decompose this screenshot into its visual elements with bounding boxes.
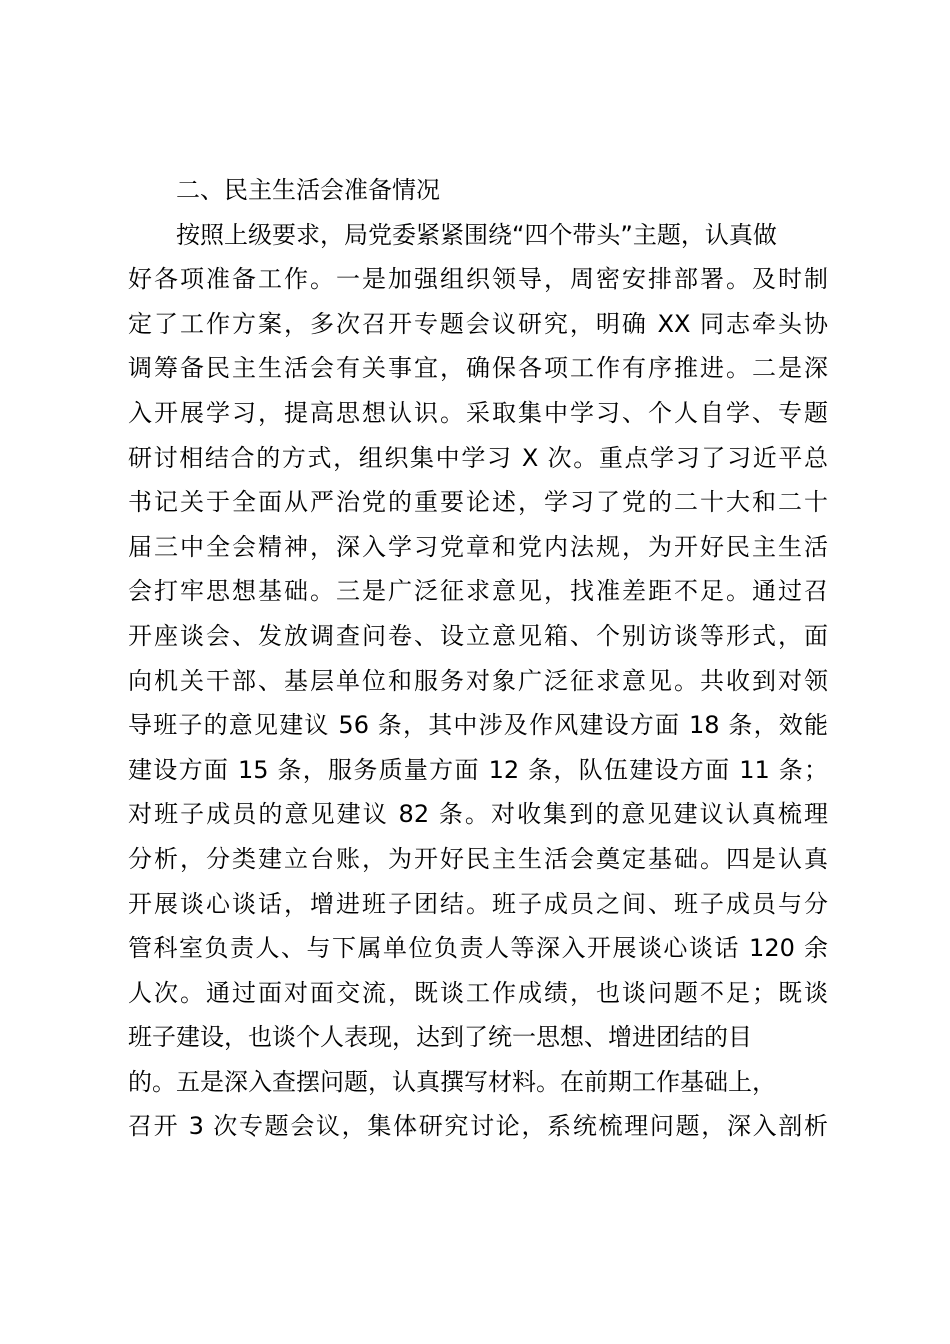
paragraph-line: 管科室负责人、与下属单位负责人等深入开展谈心谈话 120 余	[128, 934, 828, 963]
paragraph-line: 召开 3 次专题会议，集体研究讨论，系统梳理问题，深入剖析	[128, 1112, 828, 1141]
paragraph-line: 导班子的意见建议 56 条，其中涉及作风建设方面 18 条，效能	[128, 711, 828, 740]
paragraph-line: 对班子成员的意见建议 82 条。对收集到的意见建议认真梳理	[128, 800, 828, 829]
paragraph-line: 按照上级要求，局党委紧紧围绕“四个带头”主题，认真做	[176, 220, 777, 249]
paragraph-line: 会打牢思想基础。三是广泛征求意见，找准差距不足。通过召	[128, 577, 828, 606]
paragraph-line: 人次。通过面对面交流，既谈工作成绩，也谈问题不足；既谈	[128, 978, 828, 1007]
paragraph-line: 开座谈会、发放调查问卷、设立意见箱、个别访谈等形式，面	[128, 621, 828, 650]
body-text	[128, 168, 828, 1149]
paragraph-line: 分析，分类建立台账，为开好民主生活会奠定基础。四是认真	[128, 844, 828, 873]
paragraph-line: 调筹备民主生活会有关事宜，确保各项工作有序推进。二是深	[128, 354, 828, 383]
paragraph-line: 书记关于全面从严治党的重要论述，学习了党的二十大和二十	[128, 488, 828, 517]
paragraph-line: 好各项准备工作。一是加强组织领导，周密安排部署。及时制	[128, 265, 828, 294]
paragraph-line: 定了工作方案，多次召开专题会议研究，明确 XX 同志牵头协	[128, 309, 828, 338]
paragraph-line: 的。五是深入查摆问题，认真撰写材料。在前期工作基础上，	[128, 1067, 776, 1096]
paragraph-line: 班子建设，也谈个人表现，达到了统一思想、增进团结的目	[128, 1023, 752, 1052]
paragraph-line: 届三中全会精神，深入学习党章和党内法规，为开好民主生活	[128, 532, 828, 561]
paragraph-line: 入开展学习，提高思想认识。采取集中学习、个人自学、专题	[128, 398, 828, 427]
paragraph-line: 开展谈心谈话，增进班子团结。班子成员之间、班子成员与分	[128, 889, 828, 918]
paragraph-line: 研讨相结合的方式，组织集中学习 X 次。重点学习了习近平总	[128, 443, 828, 472]
paragraph-line: 建设方面 15 条，服务质量方面 12 条，队伍建设方面 11 条；	[128, 755, 828, 784]
section-heading: 二、民主生活会准备情况	[176, 176, 440, 204]
paragraph-line: 向机关干部、基层单位和服务对象广泛征求意见。共收到对领	[128, 666, 828, 695]
